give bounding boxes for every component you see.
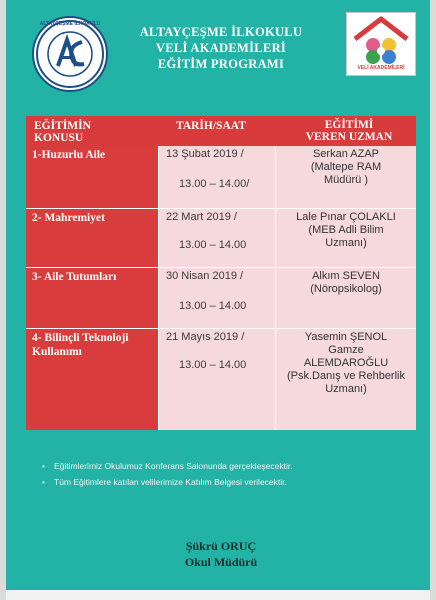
- header-topic: [34, 120, 154, 144]
- row-date-cell: [159, 329, 275, 430]
- row-date: 21 Mayıs 2019 /: [166, 331, 245, 343]
- row-time: 13.00 – 14.00: [179, 359, 247, 371]
- expert-line: (Psk.Danış ve Rehberlik: [287, 370, 405, 382]
- header-topic-line2: KONUSU: [34, 132, 84, 144]
- table-header: [26, 116, 416, 146]
- signature-block: [146, 538, 296, 570]
- header-topic-line1: EĞİTİMİN: [34, 120, 91, 132]
- row-topic: 2- Mahremiyet: [26, 209, 158, 267]
- expert-line: Uzmanı): [325, 237, 367, 249]
- row-date-cell: [159, 268, 275, 328]
- row-time: 13.00 – 14.00: [179, 300, 247, 312]
- table-row: [26, 268, 416, 328]
- expert-line: Uzmanı): [325, 383, 367, 395]
- row-topic: 1-Huzurlu Aile: [26, 146, 158, 208]
- note-text: Tüm Eğitimlere katılan velilerimize Katılım Belgesi verilecektir.: [54, 477, 287, 487]
- expert-line: Müdürü ): [323, 174, 369, 186]
- expert-line: ALEMDAROĞLU: [303, 357, 389, 369]
- expert-line: Gamze: [328, 344, 364, 356]
- row-time: 13.00 – 14.00/: [179, 178, 250, 190]
- row-divider: [26, 328, 416, 329]
- schedule-table: [26, 116, 416, 430]
- notes-list: [42, 458, 412, 490]
- title-line-1: ALTAYÇEŞME İLKOKULU: [139, 25, 303, 39]
- row-topic: 3- Aile Tutumları: [26, 268, 158, 328]
- row-date: 22 Mart 2019 /: [166, 211, 237, 223]
- note-text: Eğitimlerimiz Okulumuz Konferans Salonunda gerçekleşecektir.: [54, 461, 293, 471]
- bullet-icon: •: [42, 461, 45, 471]
- bullet-icon: •: [42, 477, 45, 487]
- row-date-cell: [159, 209, 275, 267]
- academy-logo: [346, 12, 416, 76]
- row-date: 13 Şubat 2019 /: [166, 148, 244, 160]
- page-title: [106, 24, 336, 72]
- academy-logo-caption: VELİ AKADEMİLERİ: [357, 65, 405, 71]
- title-line-3: EĞİTİM PROGRAMI: [157, 57, 285, 71]
- table-row: [26, 209, 416, 267]
- header-expert-line1: EĞİTİMİ: [324, 119, 374, 131]
- expert-line: Lale Pınar ÇOLAKLI: [296, 211, 396, 223]
- row-divider: [26, 267, 416, 268]
- expert-line: (MEB Adli Bilim: [308, 224, 384, 236]
- note-item: [42, 458, 412, 474]
- table-row: [26, 146, 416, 208]
- expert-line: (Maltepe RAM: [310, 161, 382, 173]
- poster-bottom-edge: [6, 590, 430, 600]
- poster: [6, 0, 430, 600]
- header-expert: [294, 119, 404, 143]
- header-date: TARİH/SAAT: [176, 120, 246, 132]
- column-divider: [158, 146, 159, 430]
- title-line-2: VELİ AKADEMİLERİ: [155, 41, 287, 55]
- row-expert: [276, 329, 416, 430]
- row-date: 30 Nisan 2019 /: [166, 270, 244, 282]
- expert-line: Serkan AZAP: [312, 148, 380, 160]
- note-item: [42, 474, 412, 490]
- header-expert-line2: VEREN UZMAN: [305, 131, 393, 143]
- school-seal: [32, 16, 108, 92]
- school-seal-icon: [34, 18, 106, 90]
- signature-name: Şükrü ORUÇ: [185, 539, 257, 553]
- row-expert: [276, 146, 416, 208]
- column-divider: [275, 146, 276, 430]
- seal-text: ALTAYÇEŞME İLKOKULU: [39, 21, 101, 27]
- row-time: 13.00 – 14.00: [179, 239, 247, 251]
- expert-line: Alkım SEVEN: [312, 270, 380, 282]
- row-divider: [26, 208, 416, 209]
- row-expert: [276, 209, 416, 267]
- signature-title: Okul Müdürü: [184, 555, 258, 569]
- expert-line: Yasemin ŞENOL: [304, 331, 388, 343]
- expert-line: (Nöropsikolog): [310, 283, 382, 295]
- row-expert: [276, 268, 416, 328]
- table-row: [26, 329, 416, 430]
- row-topic: 4- Bilinçli Teknoloji Kullanımı: [26, 329, 158, 430]
- row-date-cell: [159, 146, 275, 208]
